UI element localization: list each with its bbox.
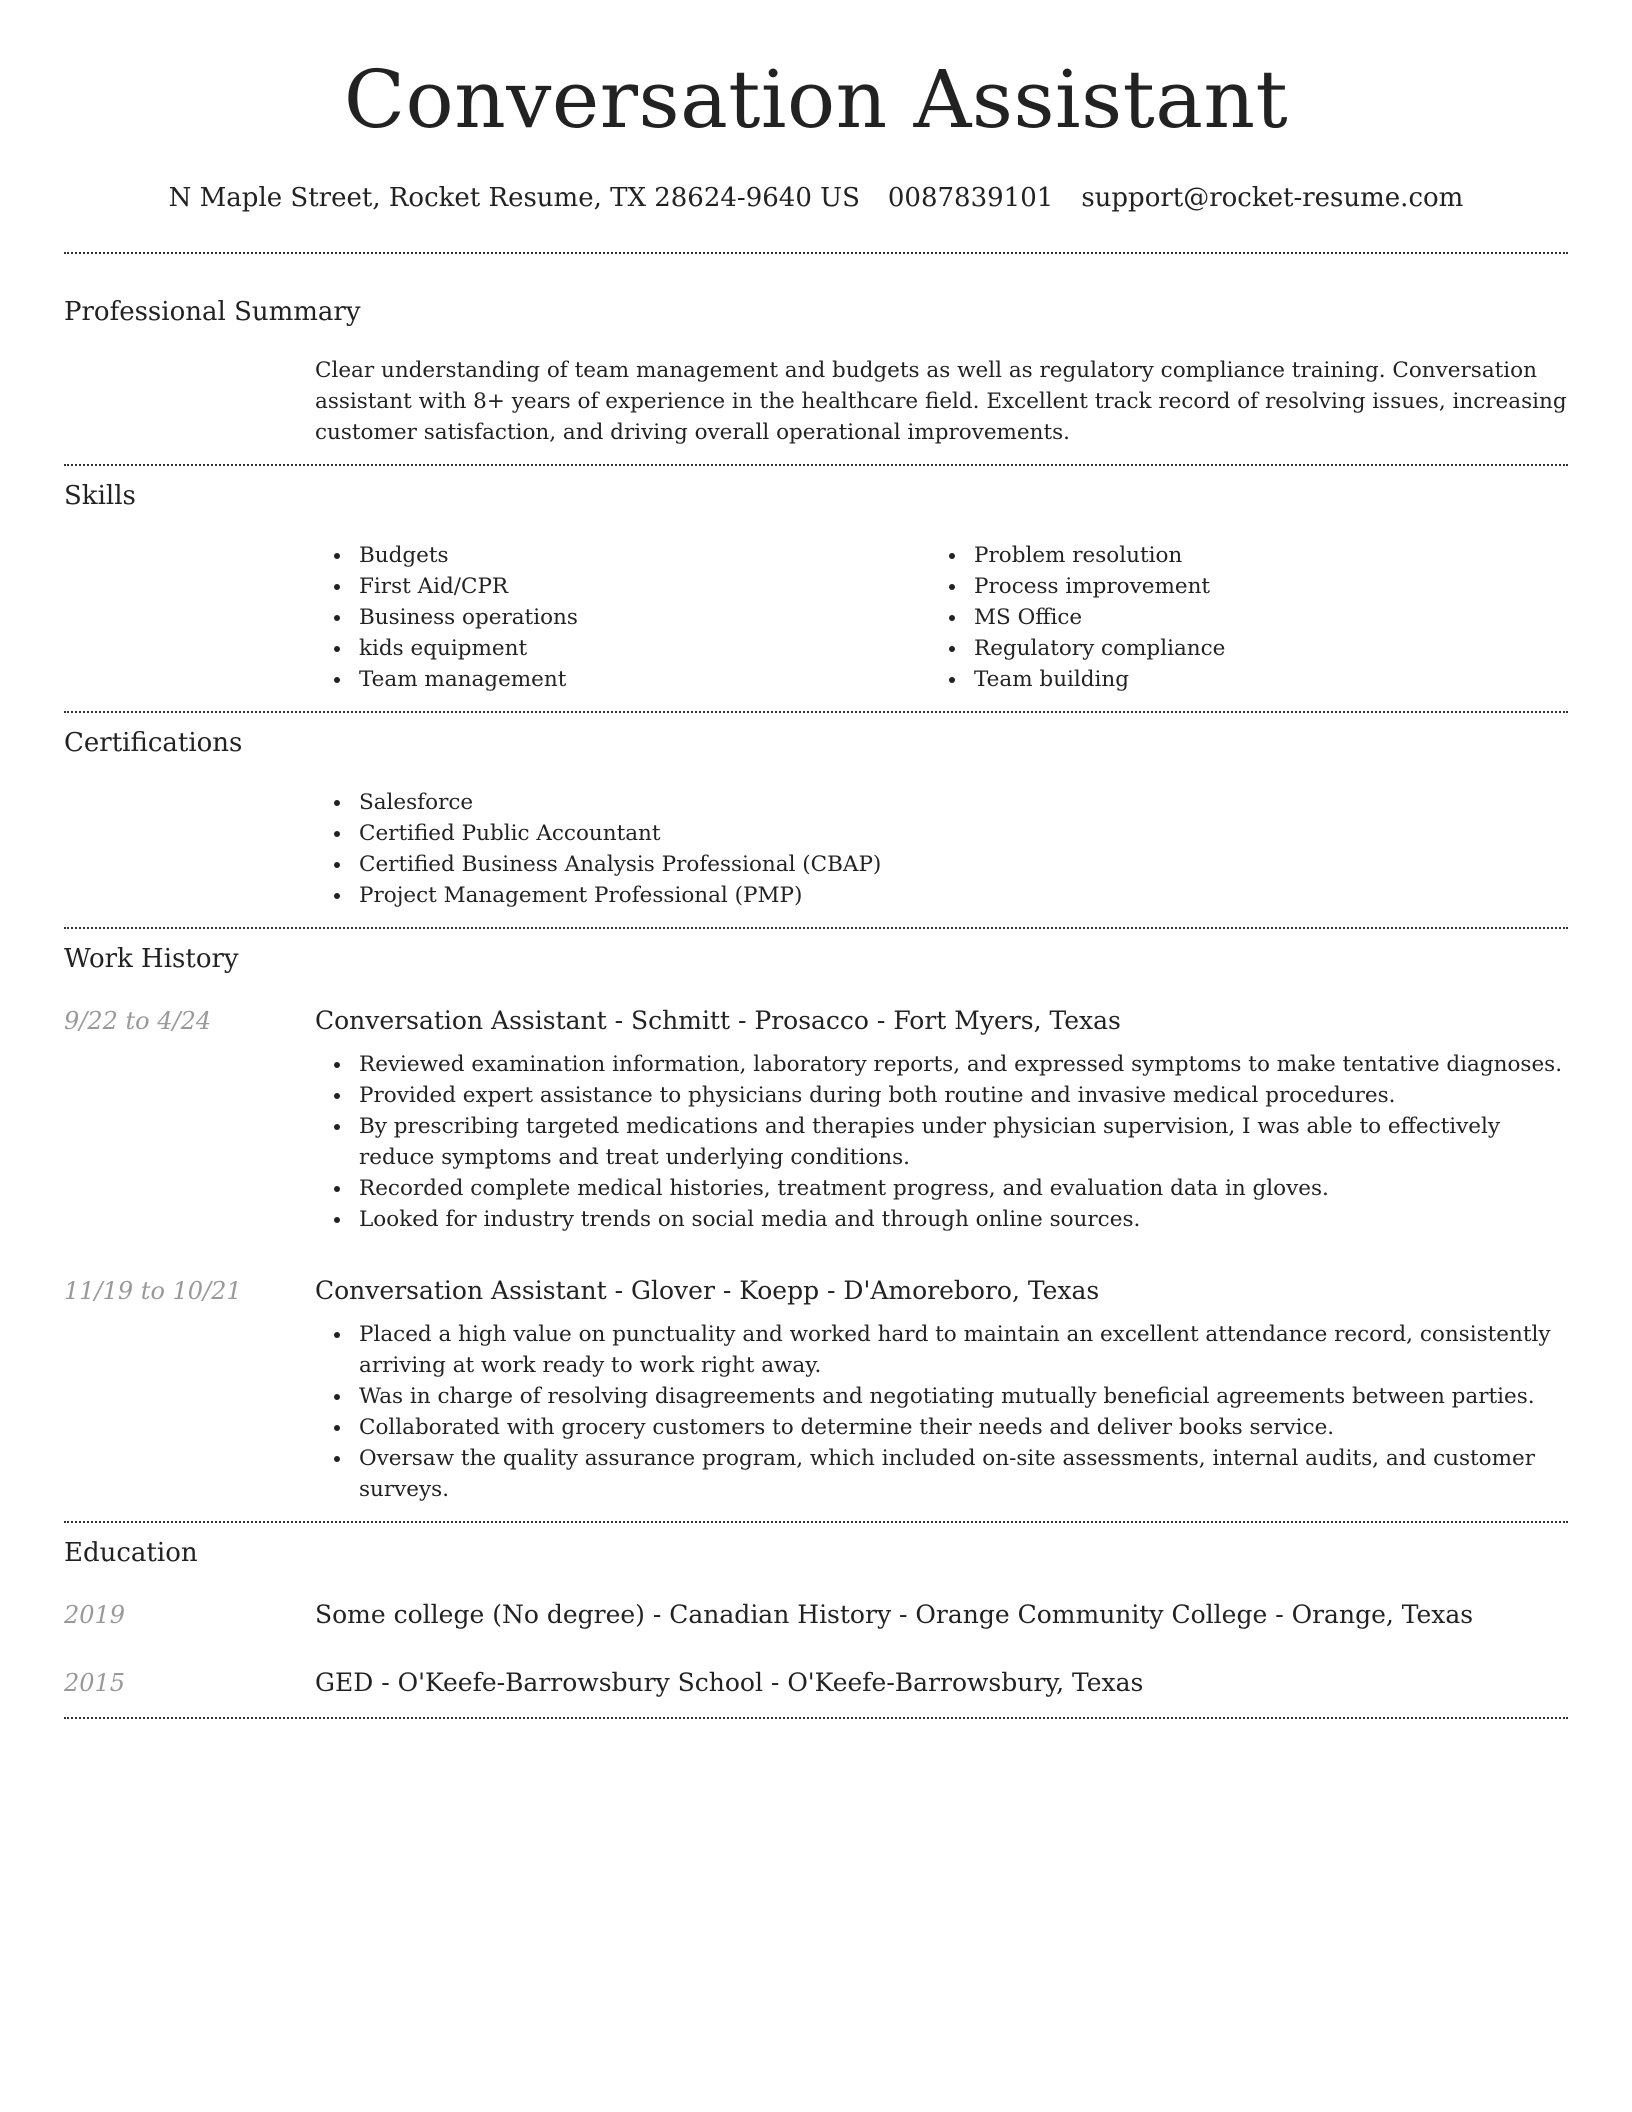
education-title: GED - O'Keefe-Barrowsbury School - O'Keefe-Barrowsbury, Texas xyxy=(315,1668,1144,1697)
work-history-section xyxy=(64,929,1568,1505)
certification-item: Salesforce xyxy=(315,787,1568,818)
job-bullet: By prescribing targeted medications and therapies under physician supervision, I was able to effectively reduce symptoms and treat underlying conditions. xyxy=(315,1111,1568,1173)
section-title-certifications: Certifications xyxy=(64,728,243,758)
education-section xyxy=(64,1523,1568,1701)
skill-item: Problem resolution xyxy=(930,540,1545,571)
education-entry xyxy=(64,1597,1568,1633)
certification-item: Project Management Professional (PMP) xyxy=(315,880,1568,911)
skills-list-left xyxy=(315,540,930,695)
section-title-summary: Professional Summary xyxy=(64,297,361,327)
contact-address: N Maple Street, Rocket Resume, TX 28624-9640 US xyxy=(168,183,860,213)
skill-item: Process improvement xyxy=(930,571,1545,602)
job-bullet: Provided expert assistance to physicians during both routine and invasive medical procedures. xyxy=(315,1080,1568,1111)
certification-item: Certified Public Accountant xyxy=(315,818,1568,849)
education-entries xyxy=(64,1597,1568,1701)
education-main xyxy=(315,1665,1568,1701)
skills-column-left xyxy=(315,540,930,695)
job-bullet: Looked for industry trends on social media and through online sources. xyxy=(315,1204,1568,1235)
contact-phone: 0087839101 xyxy=(887,183,1054,213)
job-entry xyxy=(64,1273,1568,1505)
education-main xyxy=(315,1597,1568,1633)
certifications-content xyxy=(315,787,1568,911)
job-bullet: Oversaw the quality assurance program, which included on-site assessments, internal audits, and customer surveys. xyxy=(315,1443,1568,1505)
skill-item: Regulatory compliance xyxy=(930,633,1545,664)
certifications-section xyxy=(64,713,1568,911)
job-dates: 11/19 to 10/21 xyxy=(64,1277,242,1305)
job-title: Conversation Assistant - Schmitt - Prosacco - Fort Myers, Texas xyxy=(315,1006,1121,1035)
contact-line xyxy=(64,180,1568,216)
certification-item: Certified Business Analysis Professional (CBAP) xyxy=(315,849,1568,880)
professional-summary-section xyxy=(64,254,1568,448)
job-dates: 9/22 to 4/24 xyxy=(64,1007,212,1035)
skills-list-right xyxy=(930,540,1545,695)
education-year: 2015 xyxy=(64,1669,126,1697)
job-bullet: Reviewed examination information, laboratory reports, and expressed symptoms to make tentative diagnoses. xyxy=(315,1049,1568,1080)
skills-section xyxy=(64,466,1568,695)
skill-item: kids equipment xyxy=(315,633,930,664)
candidate-name: Conversation Assistant xyxy=(343,53,1289,146)
skill-item: First Aid/CPR xyxy=(315,571,930,602)
skill-item: Budgets xyxy=(315,540,930,571)
contact-email: support@rocket-resume.com xyxy=(1081,183,1464,213)
education-entry xyxy=(64,1665,1568,1701)
education-title: Some college (No degree) - Canadian History - Orange Community College - Orange, Texas xyxy=(315,1600,1474,1629)
job-bullet: Was in charge of resolving disagreements and negotiating mutually beneficial agreements between parties. xyxy=(315,1381,1568,1412)
skill-item: Business operations xyxy=(315,602,930,633)
section-title-work-history: Work History xyxy=(64,944,239,974)
work-entries xyxy=(64,1003,1568,1505)
section-title-education: Education xyxy=(64,1538,198,1568)
section-title-skills: Skills xyxy=(64,481,136,511)
summary-text: Clear understanding of team management and budgets as well as regulatory compliance training. Conversation assistant with 8+ years of experience in the healthcare field. Excellent track record of resolving issues, increasing customer satisfaction, and driving overall operational improvements. xyxy=(315,358,1567,445)
skill-item: Team management xyxy=(315,664,930,695)
skill-item: MS Office xyxy=(930,602,1545,633)
job-main xyxy=(315,1003,1568,1235)
job-bullets xyxy=(315,1049,1568,1235)
job-bullet: Placed a high value on punctuality and worked hard to maintain an excellent attendance record, consistently arriving at work ready to work right away. xyxy=(315,1319,1568,1381)
certifications-list xyxy=(315,787,1568,911)
education-year: 2019 xyxy=(64,1601,126,1629)
job-bullet: Collaborated with grocery customers to determine their needs and deliver books service. xyxy=(315,1412,1568,1443)
job-bullets xyxy=(315,1319,1568,1505)
resume-header xyxy=(64,0,1568,216)
skills-column-right xyxy=(930,540,1545,695)
skills-grid xyxy=(315,540,1568,695)
job-title: Conversation Assistant - Glover - Koepp - D'Amoreboro, Texas xyxy=(315,1276,1100,1305)
section-divider xyxy=(64,1717,1568,1719)
job-entry xyxy=(64,1003,1568,1235)
job-main xyxy=(315,1273,1568,1505)
job-bullet: Recorded complete medical histories, treatment progress, and evaluation data in gloves. xyxy=(315,1173,1568,1204)
skill-item: Team building xyxy=(930,664,1545,695)
